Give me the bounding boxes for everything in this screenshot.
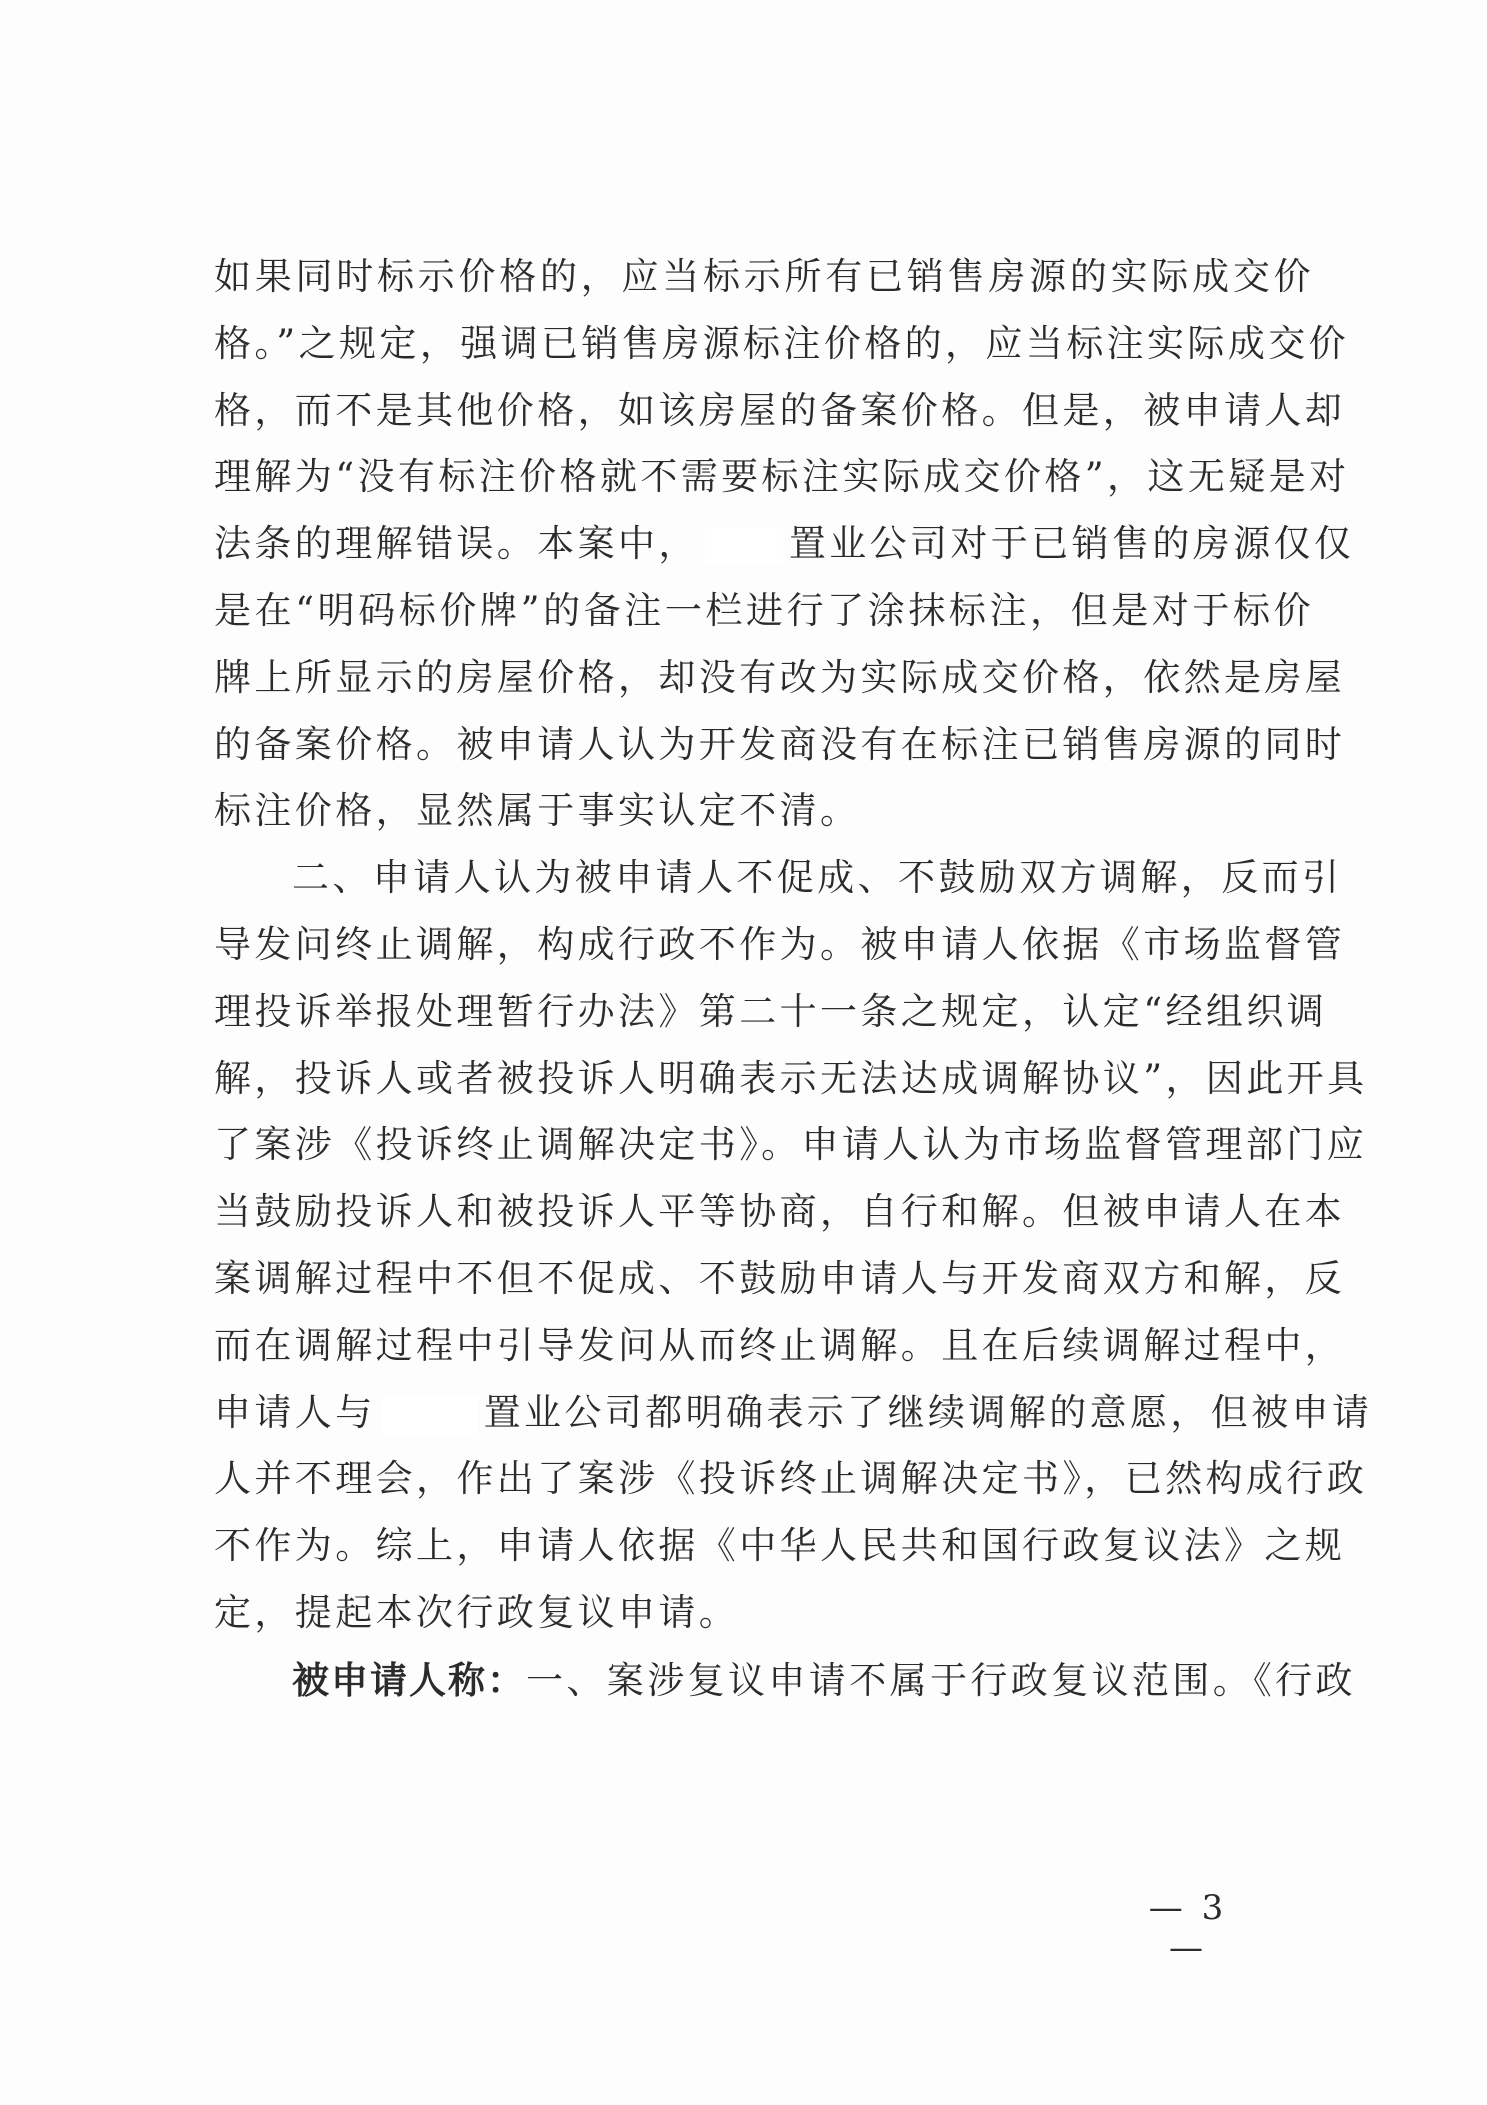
text-line: 二、申请人认为被申请人不促成、不鼓励双方调解，反而引 (292, 856, 1343, 900)
text-line: 格，而不是其他价格，如该房屋的备案价格。但是，被申请人却 (214, 388, 1346, 432)
text-segment: 置业公司都明确表示了继续调解的意愿，但被申请 (483, 1390, 1373, 1434)
text-line (214, 1647, 1356, 1714)
text-line: 而在调解过程中引导发问从而终止调解。且在后续调解过程中， (214, 1323, 1346, 1367)
text-segment: 一、案涉复议申请不属于行政复议范围。《行政 (526, 1658, 1356, 1702)
text-line: 人并不理会，作出了案涉《投诉终止调解决定书》，已然构成行政 (214, 1457, 1368, 1501)
text-line: 标注价格，显然属于事实认定不清。 (214, 789, 861, 833)
text-segment: 申请人与 (214, 1390, 376, 1434)
text-line: 理解为“没有标注价格就不需要标注实际成交价格”，这无疑是对 (214, 455, 1350, 499)
text-segment: 法条的理解错误。本案中， (214, 522, 699, 566)
text-line (214, 511, 1355, 578)
text-line: 如果同时标示价格的，应当标示所有已销售房源的实际成交价 (214, 255, 1314, 298)
text-line: 案调解过程中不但不促成、不鼓励申请人与开发商双方和解，反 (214, 1256, 1346, 1300)
section-heading: 被申请人称： (292, 1657, 526, 1702)
text-segment: 置业公司对于已销售的房源仅仅 (788, 522, 1355, 566)
text-line: 解，投诉人或者被投诉人明确表示无法达成调解协议”，因此开具 (214, 1056, 1368, 1100)
text-line (214, 1380, 1373, 1447)
text-line: 当鼓励投诉人和被投诉人平等协商，自行和解。但被申请人在本 (214, 1190, 1346, 1234)
text-line: 了案涉《投诉终止调解决定书》。申请人认为市场监督管理部门应 (214, 1123, 1368, 1167)
page-number: — 3 — (1148, 1888, 1228, 1968)
body-text (214, 244, 1373, 1714)
text-line: 是在“明码标价牌”的备注一栏进行了涂抹标注，但是对于标价 (214, 588, 1314, 632)
text-line: 的备案价格。被申请人认为开发商没有在标注已销售房源的同时 (214, 722, 1346, 766)
text-line: 不作为。综上，申请人依据《中华人民共和国行政复议法》之规 (214, 1524, 1346, 1568)
text-line: 格。”之规定，强调已销售房源标注价格的，应当标注实际成交价 (214, 321, 1350, 365)
redaction-box (705, 528, 783, 566)
text-line: 定，提起本次行政复议申请。 (214, 1590, 740, 1634)
redaction-box (382, 1396, 478, 1434)
text-line: 理投诉举报处理暂行办法》第二十一条之规定，认定“经组织调 (214, 989, 1328, 1033)
text-line: 导发问终止调解，构成行政不作为。被申请人依据《市场监督管 (214, 922, 1346, 966)
text-line: 牌上所显示的房屋价格，却没有改为实际成交价格，依然是房屋 (214, 655, 1346, 699)
